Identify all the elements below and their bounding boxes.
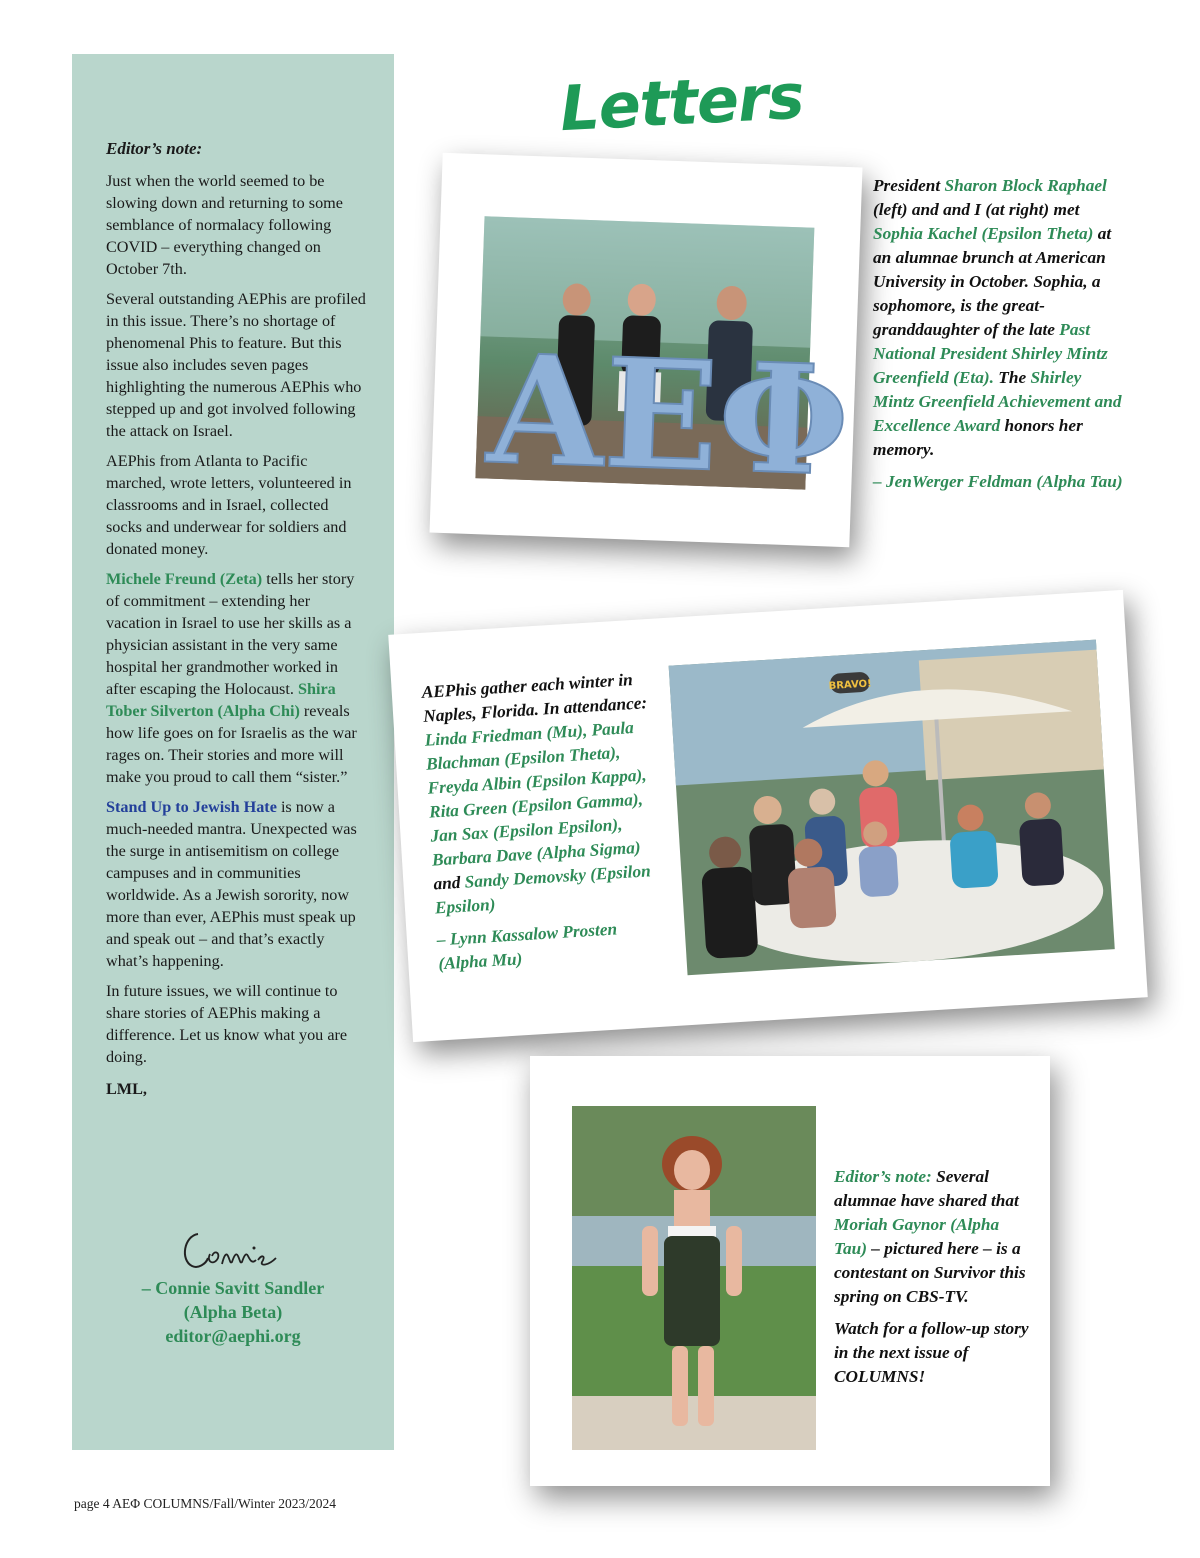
name-moriah-gaynor: Moriah Gaynor (Alpha Tau)	[834, 1215, 1000, 1258]
survivor-caption-followup: Watch for a follow-up story in the next issue of COLUMNS!	[834, 1319, 1029, 1386]
closing-lml: LML,	[106, 1080, 147, 1098]
editors-note-paragraph-4	[106, 568, 368, 788]
editors-note-paragraph-1: Just when the world seemed to be slowing down and returning to some semblance of normalacy following COVID – everything changed on October 7th.	[106, 172, 343, 278]
page-footer: page 4 AEΦ COLUMNS/Fall/Winter 2023/2024	[74, 1496, 337, 1511]
editors-note-paragraph-5	[106, 796, 368, 972]
brunch-photo	[475, 216, 853, 511]
survivor-caption	[834, 1165, 1034, 1397]
name-shira-tober-silverton: Shira Tober Silverton (Alpha Chi)	[106, 680, 336, 720]
handwritten-signature	[176, 1226, 286, 1274]
paragraph-5-text: is now a much-needed mantra. Unexpected was the surge in antisemitism on college campuses and in communities worldwide. As a Jewish sorority, now more than ever, AEPhis must speak up and speak out – and that’s exactly what’s happening.	[106, 798, 357, 970]
editors-note-paragraph-2: Several outstanding AEPhis are profiled in this issue. There’s no shortage of phenomenal Phis to feature. But this issue also includes seven pages highlighting the numerous AEPhis who stepped up and got involved following the attack on Israel.	[106, 290, 366, 440]
bravo-sign: BRAVO!	[828, 678, 872, 693]
caption-1-text-a: President	[873, 176, 945, 195]
paragraph-4-text-a: tells her story of commitment – extending her vacation in Israel to use her skills as a physician assistant in the very same hospital her grandmother worked in after escaping the Holocaust.	[106, 570, 355, 698]
editors-note-heading: Editor’s note:	[106, 139, 203, 158]
caption-1-text-e: honors her memory.	[873, 416, 1083, 459]
photo-card-naples-gathering	[388, 590, 1148, 1042]
naples-caption-text	[421, 667, 660, 920]
name-michele-freund: Michele Freund (Zeta)	[106, 570, 263, 588]
caption-3-text-b: – pictured here – is a contestant on Survivor this spring on CBS-TV.	[834, 1239, 1026, 1306]
brunch-caption-signature: – JenWerger Feldman (Alpha Tau)	[873, 472, 1123, 491]
editors-note-label: Editor’s note:	[834, 1167, 932, 1186]
aephi-letters-prop: ΑΕΦ	[484, 321, 853, 511]
caption-1-text-c: at an alumnae brunch at American University in October. Sophia, a sophomore, is the great-granddaughter of the late	[873, 224, 1112, 339]
name-sophia-kachel: Sophia Kachel (Epsilon Theta)	[873, 224, 1094, 243]
caption-2-text-b: and	[432, 872, 466, 894]
survivor-photo	[572, 1106, 816, 1450]
photo-card-alumnae-brunch	[429, 153, 862, 547]
editor-signature-block	[72, 1276, 394, 1348]
survivor-caption-text	[834, 1165, 1034, 1309]
name-sharon-block-raphael: Sharon Block Raphael	[944, 176, 1107, 195]
editor-name: – Connie Savitt Sandler	[141, 1278, 325, 1298]
caption-3-text-a: Several alumnae have shared that	[834, 1167, 1019, 1210]
name-sandy-demovsky: Sandy Demovsky (Epsilon Epsilon)	[434, 861, 652, 918]
name-shirley-mintz-greenfield: Past National President Shirley Mintz Greenfield (Eta).	[873, 320, 1108, 387]
naples-caption-signature: – Lynn Kassalow Prosten (Alpha Mu)	[436, 919, 618, 974]
editors-note-body	[106, 138, 368, 1108]
brunch-caption-text	[873, 174, 1123, 462]
naples-caption	[421, 667, 664, 984]
page-title: Letters	[558, 59, 806, 146]
editor-chapter: (Alpha Beta)	[183, 1302, 283, 1322]
caption-2-text-a: AEPhis gather each winter in Naples, Florida. In attendance:	[421, 670, 648, 726]
paragraph-4-text-b: reveals how life goes on for Israelis as the war rages on. Their stories and more will make you proud to call them “sister.”	[106, 702, 357, 786]
editors-note-paragraph-6: In future issues, we will continue to share stories of AEPhis making a difference. Let us know what you are doing.	[106, 982, 348, 1066]
caption-1-text-b: (left) and and I (at right) met	[873, 200, 1080, 219]
stand-up-to-jewish-hate-link[interactable]: Stand Up to Jewish Hate	[106, 798, 277, 816]
caption-1-text-d: The	[993, 368, 1031, 387]
naples-attendees: Linda Friedman (Mu), Paula Blachman (Epsilon Theta), Freyda Albin (Epsilon Kappa), Rita Green (Epsilon Gamma), Jan Sax (Epsilon Epsilon), Barbara Dave (Alpha Sigma)	[424, 718, 648, 870]
editor-email-link[interactable]: editor@aephi.org	[165, 1326, 301, 1346]
brunch-caption	[873, 174, 1123, 502]
naples-photo	[669, 640, 1115, 976]
editors-note-paragraph-3: AEPhis from Atlanta to Pacific marched, wrote letters, volunteered in classrooms and in Israel, collected socks and underwear for soldiers and donated money.	[106, 452, 352, 558]
award-name: Shirley Mintz Greenfield Achievement and Excellence Award	[873, 368, 1122, 435]
